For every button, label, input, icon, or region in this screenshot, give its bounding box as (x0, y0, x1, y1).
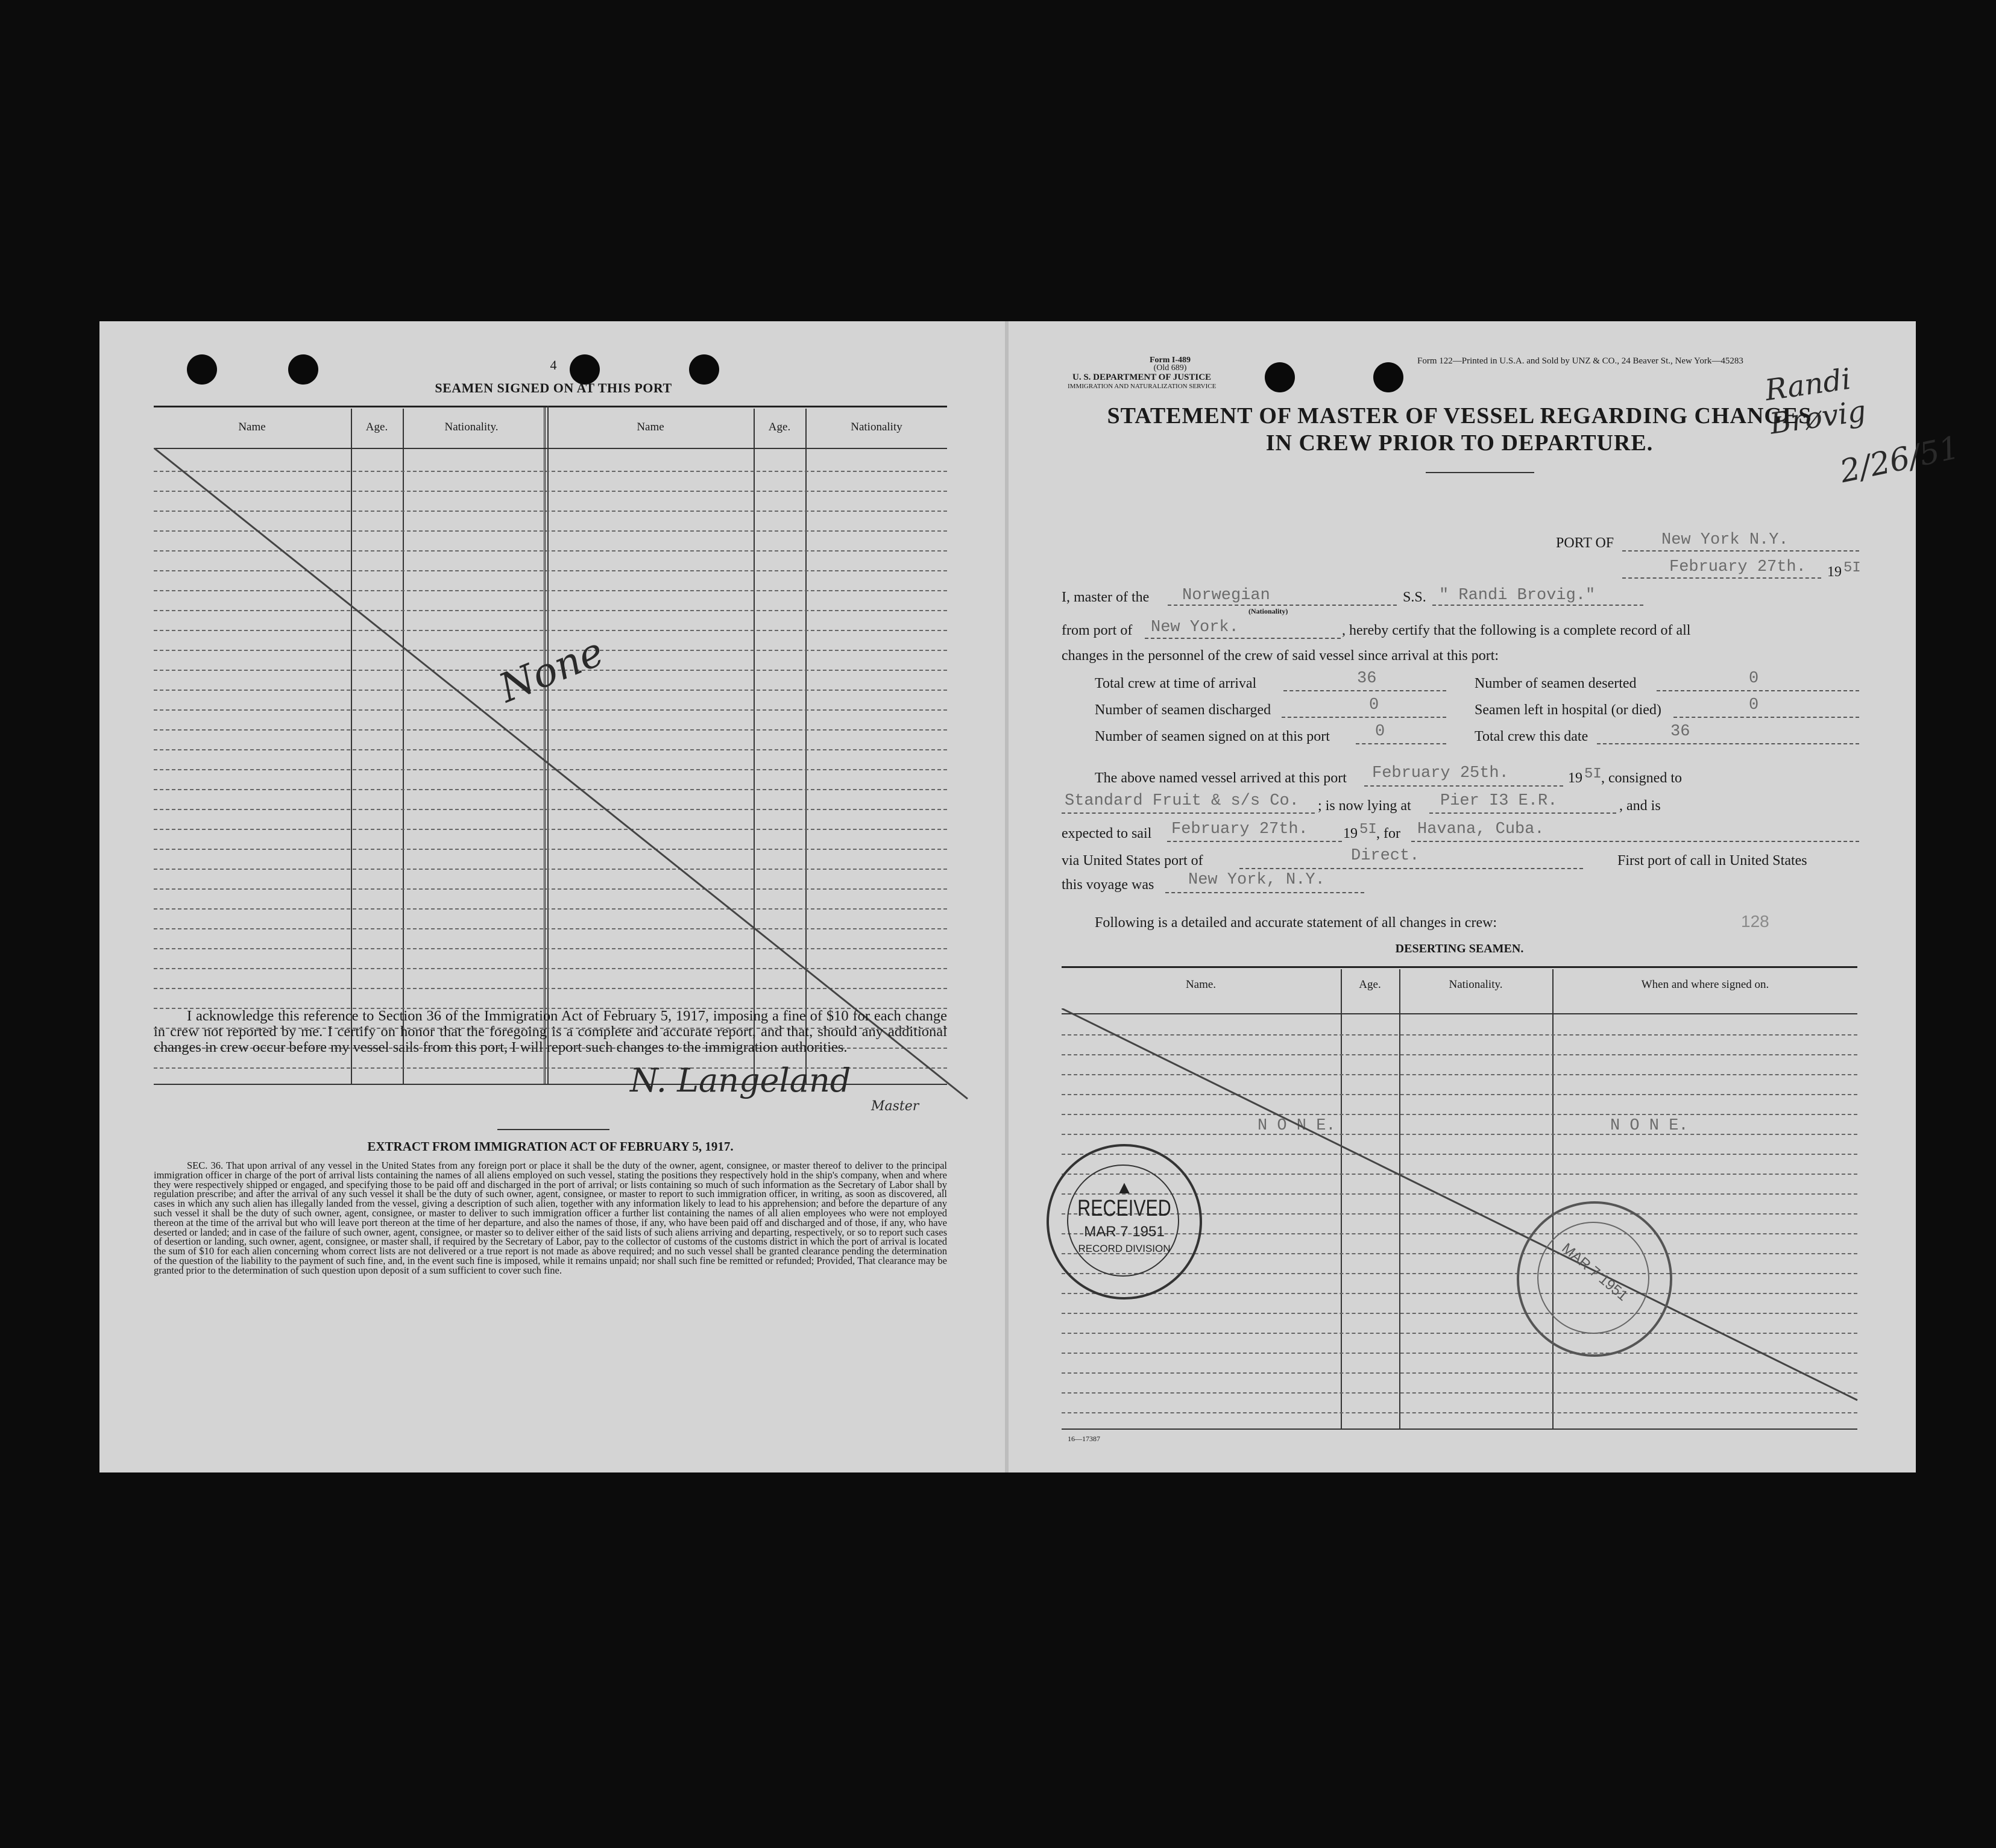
deserted-value: 0 (1749, 670, 1759, 688)
certify-text: , hereby certify that the following is a complete record of all (1342, 623, 1691, 638)
destination-value: Havana, Cuba. (1417, 820, 1544, 838)
column-header: Age. (768, 421, 791, 433)
service: IMMIGRATION AND NATURALIZATION SERVICE (1068, 383, 1217, 390)
right-page (1007, 321, 1963, 1472)
arrived-year-prefix: 19 (1568, 770, 1582, 786)
lying-label: ; is now lying at (1318, 798, 1411, 814)
ship-name-value: " Randi Brovig." (1439, 586, 1596, 605)
none-when-entry: N O N E. (1610, 1117, 1689, 1135)
deserted-label: Number of seamen deserted (1475, 676, 1637, 691)
this-voyage-label: this voyage was (1062, 877, 1154, 893)
column-header: Nationality. (444, 421, 499, 433)
printer-note: Form 122—Printed in U.S.A. and Sold by UNZ & CO., 24 Beaver St., New York—45283 (1417, 356, 1743, 366)
first-port-label: First port of call in United States (1617, 853, 1807, 869)
received-stamp (1047, 1144, 1202, 1300)
from-port-label: from port of (1062, 623, 1133, 638)
master-signature: N. Langeland (630, 1061, 851, 1099)
sail-year-prefix: 19 (1343, 826, 1358, 841)
handwritten-none: None (493, 628, 610, 712)
master-label: Master (871, 1099, 919, 1114)
column-header: Nationality (851, 421, 902, 433)
consigned-label: , consigned to (1601, 770, 1682, 786)
column-header: Age. (1359, 978, 1381, 991)
column-header: Nationality. (1449, 978, 1503, 991)
handwritten-ship-note: Randi Brøvig (1763, 362, 1868, 441)
arrived-label: The above named vessel arrived at this port (1095, 770, 1347, 786)
form-title-line-2: IN CREW PRIOR TO DEPARTURE. (1265, 430, 1654, 456)
port-label: PORT OF (1556, 535, 1614, 551)
nationality-value: Norwegian (1182, 586, 1270, 605)
via-label: via United States port of (1062, 853, 1203, 869)
year-value: 5I (1843, 560, 1861, 576)
ss-label: S.S. (1403, 589, 1426, 605)
column-header: Name. (1185, 978, 1217, 991)
nationality-caption: (Nationality) (1248, 607, 1288, 615)
from-port-value: New York. (1151, 618, 1239, 636)
first-port-value: New York, N.Y. (1188, 871, 1325, 889)
form-old-number: (Old 689) (1153, 363, 1187, 372)
page-number: 4 (550, 357, 557, 372)
signed-on-value: 0 (1375, 723, 1385, 741)
column-header: Name (637, 421, 664, 433)
form-title-line-1: STATEMENT OF MASTER OF VESSEL REGARDING CHANGES (1107, 403, 1812, 429)
total-crew-arrival-label: Total crew at time of arrival (1095, 676, 1257, 691)
none-name-entry: N O N E. (1258, 1117, 1336, 1135)
arrived-value: February 25th. (1372, 764, 1509, 782)
stamp-date: MAR 7 1951 (1558, 1240, 1631, 1304)
extract-title: EXTRACT FROM IMMIGRATION ACT OF FEBRUARY 5, 1917. (367, 1139, 734, 1154)
stamp-date: MAR 7 1951 (1084, 1224, 1165, 1240)
lying-value: Pier I3 E.R. (1440, 792, 1558, 810)
document-sheet (99, 321, 1963, 1472)
hospital-value: 0 (1749, 696, 1759, 714)
following-text: Following is a detailed and accurate statement of all changes in crew: (1095, 915, 1497, 931)
year-prefix: 19 (1827, 564, 1842, 580)
left-page (99, 321, 1007, 1472)
section-title: SEAMEN SIGNED ON AT THIS PORT (435, 380, 672, 395)
master-of-label: I, master of the (1062, 589, 1150, 605)
port-value: New York N.Y. (1661, 531, 1789, 549)
column-header: When and where signed on. (1641, 978, 1769, 991)
received-stamp (1517, 1201, 1672, 1357)
deserting-title: DESERTING SEAMEN. (1395, 942, 1524, 955)
triangle-icon: ▲ (1115, 1178, 1133, 1198)
changes-text: changes in the personnel of the crew of said vessel since arrival at this port: (1062, 648, 1499, 664)
hospital-label: Seamen left in hospital (or died) (1475, 702, 1661, 718)
signed-on-label: Number of seamen signed on at this port (1095, 729, 1330, 744)
arrived-year-value: 5I (1584, 766, 1602, 782)
expected-label: expected to sail (1062, 826, 1152, 841)
consignee-value: Standard Fruit & s/s Co. (1065, 792, 1299, 810)
sail-year-value: 5I (1359, 822, 1377, 838)
form-number-block (1068, 356, 1273, 372)
extract-text: SEC. 36. That upon arrival of any vessel in the United States from any foreign port or place it shall be the duty of the owner, agent, consignee, or master thereof to deliver to the principal immigration officer in charge of the port of arrival lists containing the names of all aliens employed on such vessel, stating the positions they respectively hold in the ship's company, when and where they were respectively shipped or engaged, and specifying those to be paid off and discharged in the port of arrival; or lists containing so much of such information as the Secretary of Labor shall by regulation prescribe; and after the arrival of any such vessel it shall be the duty of such owner, agent, consignee, or master to report to such immigration officer, in writing, as soon as discovered, all cases in which any such alien has illegally landed from the vessel, giving a description of such alien, together with any information likely to lead to his apprehension; and before the departure of any such vessel it shall be the duty of such owner, agent, consignee, or master to deliver to such immigration officer a further list containing the names of all alien employees who were not employed thereon at the time of the arrival but who will leave port thereon at the time of her departure, and also the names of those, if any, who have been paid off and discharged and of those, if any, who have deserted or landed; and in case of the failure of such owner, agent, consignee, or master so to deliver either of the said lists of such aliens arriving and departing, respectively, or so to report such cases of desertion or landing, such owner, agent, consignee, or master shall, if required by the Secretary of Labor, pay to the collector of customs of the customs district in which the port of arrival is located the sum of $10 for each alien concerning whom correct lists are not delivered or a true report is not made as above required; and no such vessel shall be granted clearance pending the determination of the question of the liability to the payment of such fine, and, in the event such fine is imposed, while it remains unpaid; nor shall such fine be remitted or refunded; Provided, That clearance may be granted prior to the determination of such question upon deposit of a sum sufficient to cover such fine. (154, 1160, 947, 1276)
footer-code: 16—17387 (1068, 1435, 1100, 1443)
via-value: Direct. (1351, 847, 1420, 865)
date-value: February 27th. (1669, 558, 1806, 576)
handwritten-date: 2/26/51 (1836, 429, 1963, 491)
stamp-division: RECORD DIVISION (1078, 1243, 1171, 1254)
form-number: Form I-489 (1149, 356, 1191, 365)
for-label: , for (1376, 826, 1400, 841)
sail-date-value: February 27th. (1171, 820, 1308, 838)
column-header: Age. (365, 421, 388, 433)
total-crew-arrival-value: 36 (1357, 670, 1377, 688)
page-mark: 128 (1741, 912, 1769, 931)
and-is-label: , and is (1619, 798, 1661, 814)
total-crew-date-label: Total crew this date (1475, 729, 1588, 744)
column-header: Name (238, 421, 266, 433)
acknowledgement-text: I acknowledge this reference to Section 36 of the Immigration Act of February 5, 1917, imposing a fine of $10 for each change in crew not reported by me. I certify on honor that the foregoing is a complete and accurate report, and that, should any additional changes in crew occur before my vessel sails from this port, I will report such changes to the immigration authorities. (154, 1008, 947, 1055)
stamp-received-text: RECEIVED (1077, 1196, 1171, 1221)
discharged-value: 0 (1369, 696, 1379, 714)
total-crew-date-value: 36 (1670, 723, 1690, 741)
department: U. S. DEPARTMENT OF JUSTICE (1072, 372, 1212, 382)
discharged-label: Number of seamen discharged (1095, 702, 1271, 718)
